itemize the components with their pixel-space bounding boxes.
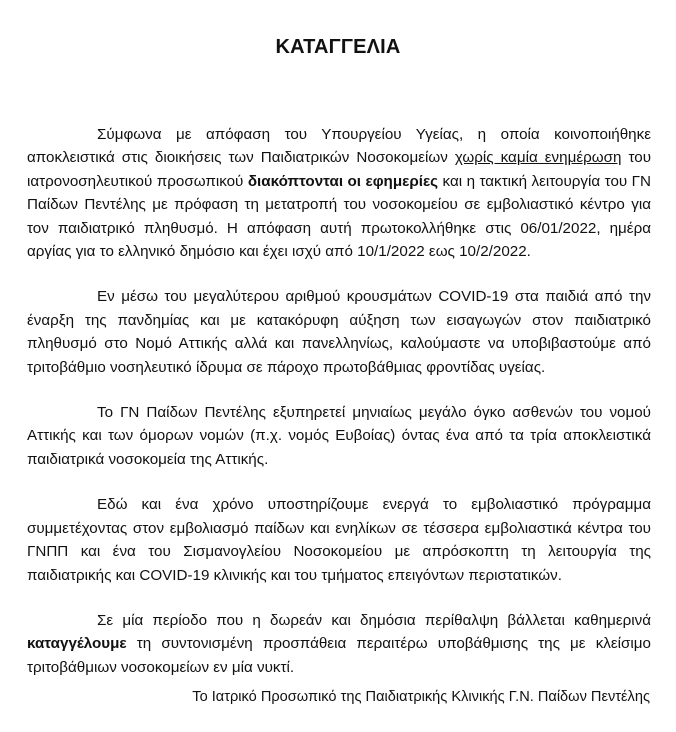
paragraph-denunciation [27, 609, 651, 679]
document-body [27, 123, 651, 701]
text-segment: Εδώ και ένα χρόνο υποστηρίζουμε ενεργά το εμβολιαστικό πρόγραμμα συμμετέχοντας στον εμβολιασμό παίδων και ενηλίκων σε τέσσερα εμβολιαστικά κέντρα του ΓΝΠΠ και ένα του Σισμανογλείου Νοσοκομείου με απρόσκοπτη τη λειτουργία της παιδιατρικής και COVID-19 κλινικής και του τμήματος επειγόντων περιστατικών. [27, 496, 651, 584]
document-title: ΚΑΤΑΓΓΕΛΙΑ [275, 36, 401, 58]
paragraph-covid-context [27, 285, 651, 379]
paragraph-decision [27, 123, 651, 263]
text-segment: Σε μία περίοδο που η δωρεάν και δημόσια περίθαλψη βάλλεται καθημερινά [97, 611, 651, 629]
text-segment: του ιατρονοσηλευτικού προσωπικού [27, 149, 651, 190]
text-segment: Το ΓΝ Παίδων Πεντέλης εξυπηρετεί μηνιαίως μεγάλο όγκο ασθενών του νομού Αττικής και των όμορων νομών (π.χ. νομός Ευβοίας) όντας ένα από τα τρία αποκλειστικά παιδιατρικά νοσοκομεία της Αττικής. [27, 404, 651, 468]
text-segment: Σύμφωνα με απόφαση του Υπουργείου Υγείας, η οποία κοινοποιήθηκε αποκλειστικά στις διοικήσεις των Παιδιατρικών Νοσοκομείων [27, 126, 651, 167]
emphasis-underline-no-notice: χωρίς καμία ενημέρωση [454, 149, 622, 167]
emphasis-bold-denounce: καταγγέλουμε [27, 635, 127, 653]
paragraph-vaccination-support [27, 493, 651, 587]
text-segment: και η τακτική λειτουργία του ΓΝ Παίδων Πεντέλης με πρόφαση τη μετατροπή του νοσοκομείου σε εμβολιαστικό κέντρο για τον παιδιατρικό πληθυσμό. Η απόφαση αυτή πρωτοκολλήθηκε στις 06/01/2022, ημέρα αργίας για το ελληνικό δημόσιο και έχει ισχύ από 10/1/2022 εως 10/2/2022. [27, 172, 651, 261]
signature: Το Ιατρικό Προσωπικό της Παιδιατρικής Κλινικής Γ.Ν. Παίδων Πεντέλης [192, 689, 650, 705]
text-segment: τη συντονισμένη προσπάθεια περαιτέρω υποβάθμισης της με κλείσιμο τριτοβάθμιων νοσοκομείων εν μία νυκτί. [27, 635, 651, 676]
text-segment: Εν μέσω του μεγαλύτερου αριθμού κρουσμάτων COVID-19 στα παιδιά από την έναρξη της πανδημίας και με κατακόρυφη αύξηση των εισαγωγών στον παιδιατρικό πληθυσμό στο Νομό Αττικής αλλά και πανελληνίως, καλούμαστε να υποβιβαστούμε από τριτοβάθμιο νοσηλευτικό ίδρυμα σε πάροχο πρωτοβάθμιας φροντίδας υγείας. [27, 288, 651, 376]
paragraph-hospital-role [27, 401, 651, 471]
emphasis-bold-shifts-suspended: διακόπτονται οι εφημερίες [247, 172, 439, 190]
